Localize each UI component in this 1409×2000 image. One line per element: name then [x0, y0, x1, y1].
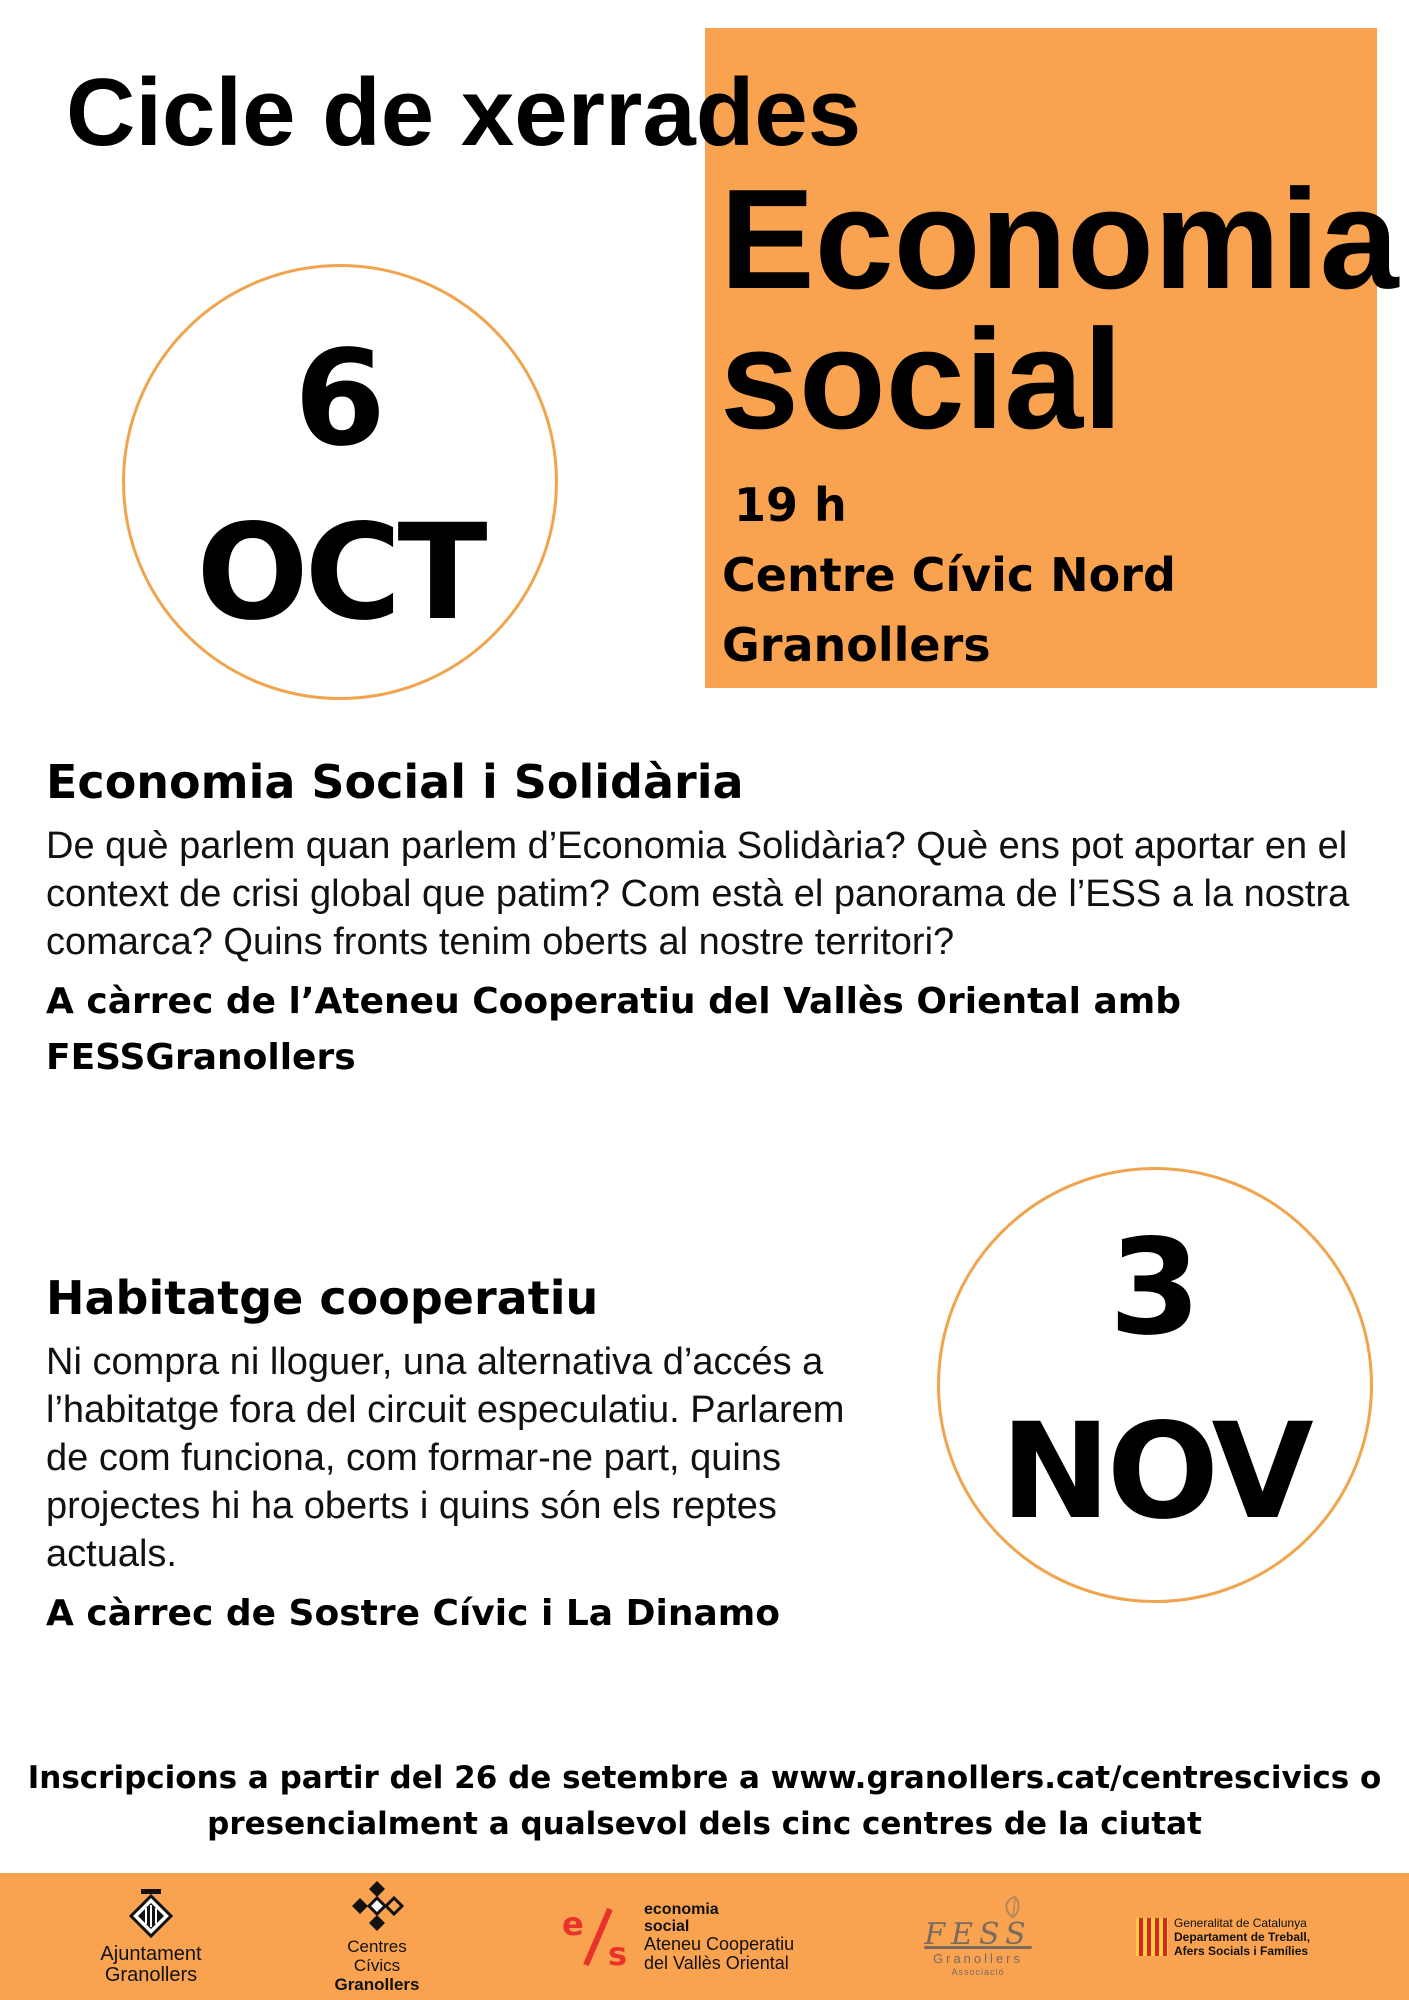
event-venue: Centre Cívic Nord: [722, 548, 1176, 602]
svg-text:e: e: [562, 1904, 584, 1943]
logo-label: Granollers: [933, 1951, 1023, 1966]
logo-label: Ateneu Cooperatiu: [644, 1933, 795, 1954]
date-day: 3: [1109, 1211, 1201, 1365]
logo-fess-granollers: [918, 1873, 1038, 2000]
logo-brand: economia: [644, 1900, 719, 1918]
talk-speaker: A càrrec de l’Ateneu Cooperatiu del Vallès Oriental amb FESSGranollers: [46, 981, 1182, 1078]
date-circle-2: [937, 1167, 1373, 1603]
talk-1: [46, 752, 1366, 1086]
logo-label: Centres Cívics: [347, 1937, 407, 1975]
date-month: NOV: [1000, 1395, 1310, 1549]
logo-label: Afers Socials i Famílies: [1174, 1943, 1309, 1958]
date-day: 6: [294, 322, 386, 476]
registration-line-1: Inscripcions a partir del 26 de setembre a www.granollers.cat/centrescivics o: [27, 1760, 1382, 1796]
fess-leaf-icon: [993, 1895, 1033, 1919]
event-info: [722, 470, 1176, 680]
logo-label: Granollers: [334, 1975, 420, 1994]
event-time: 19 h: [734, 478, 847, 532]
logo-ajuntament-granollers: [96, 1873, 206, 2000]
talk-title: Economia Social i Solidària: [46, 755, 744, 809]
centres-civics-icon: [350, 1879, 404, 1933]
economia-social-icon: [560, 1905, 638, 1969]
talk-description: Ni compra ni lloguer, una alternativa d’accés a l’habitatge fora del circuit especulatiu. Parlarem de com funciona, com formar-ne part, quins projectes hi ha oberts i quins són els reptes actuals.: [46, 1341, 845, 1575]
topic-line-1: Economia: [720, 160, 1399, 319]
registration-info: [0, 1755, 1409, 1847]
footer-logos-bar: [0, 1873, 1409, 2000]
topic-line-2: social: [720, 300, 1123, 459]
logo-label: Ajuntament: [100, 1942, 202, 1965]
ajuntament-crest-icon: [125, 1888, 177, 1940]
logo-label: Generalitat de Catalunya: [1174, 1915, 1307, 1930]
logo-brand: social: [644, 1917, 690, 1935]
logo-label: Granollers: [104, 1963, 198, 1986]
talk-speaker: A càrrec de Sostre Cívic i La Dinamo: [46, 1593, 781, 1634]
event-city: Granollers: [722, 618, 991, 672]
date-month: OCT: [196, 496, 484, 650]
talk-title: Habitatge cooperatiu: [46, 1271, 599, 1325]
logo-label: Departament de Treball,: [1174, 1929, 1311, 1944]
talk-2: [46, 1268, 896, 1642]
talk-description: De què parlem quan parlem d’Economia Solidària? Què ens pot aportar en el context de crisi global que patim? Com està el panorama de l’ESS a la nostra comarca? Quins fronts tenim oberts al nostre territori?: [46, 825, 1350, 963]
logo-economia-social: [560, 1873, 794, 2000]
logo-generalitat: [1136, 1873, 1310, 2000]
svg-text:s: s: [608, 1934, 628, 1969]
logo-label: Associació: [951, 1967, 1005, 1977]
generalitat-flag-icon: [1136, 1918, 1168, 1956]
main-topic-title: [720, 160, 1399, 459]
date-circle-1: [122, 264, 558, 700]
logo-brand: FESS: [924, 1917, 1032, 1952]
registration-line-2: presencialment a qualsevol dels cinc centres de la ciutat: [207, 1806, 1202, 1842]
series-title: Cicle de xerrades: [66, 59, 862, 166]
logo-centres-civics: [322, 1873, 432, 2000]
logo-label: del Vallès Oriental: [644, 1952, 789, 1973]
